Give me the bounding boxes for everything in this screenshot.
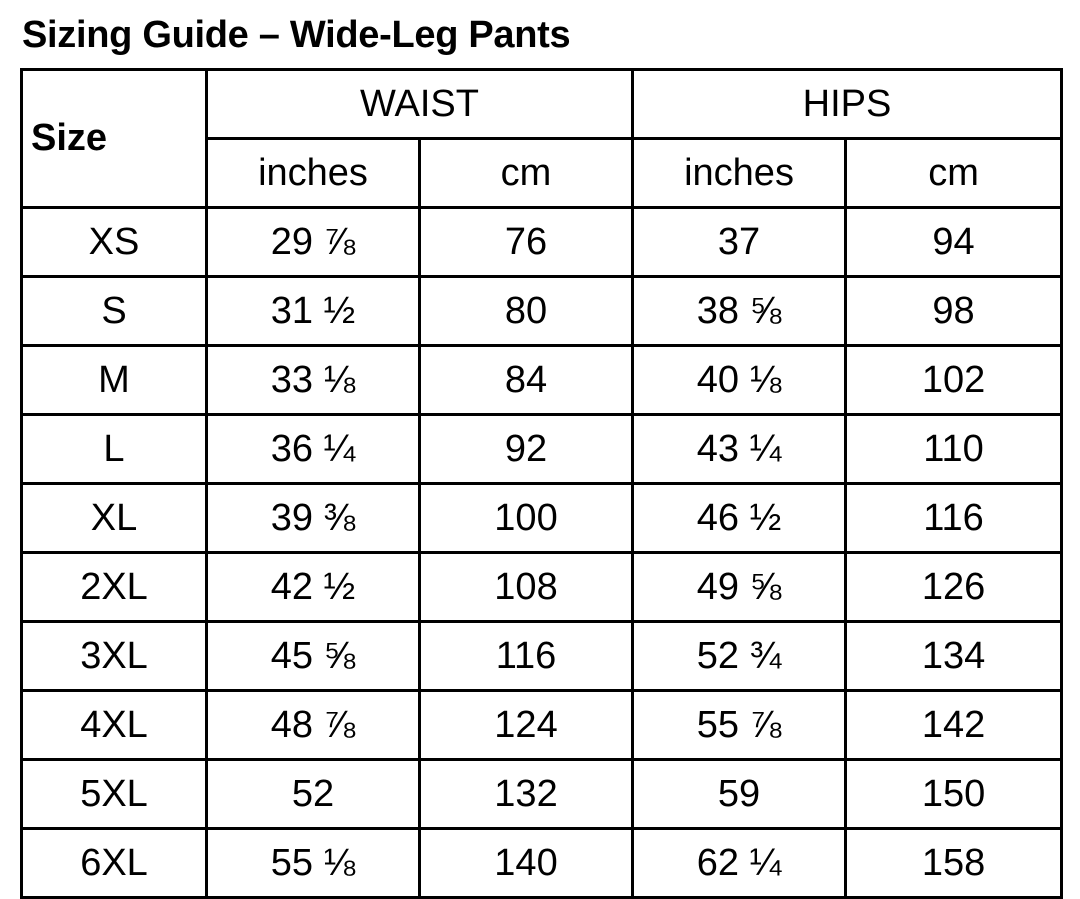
cell-waist-inches: 39 ⅜: [207, 483, 420, 552]
cell-waist-cm: 140: [420, 828, 633, 897]
column-header-size-label: Size: [31, 117, 108, 160]
cell-hips-cm: 126: [846, 552, 1062, 621]
table-row: [22, 759, 1062, 828]
cell-size: 6XL: [22, 828, 207, 897]
cell-hips-inches: 52 ¾: [633, 621, 846, 690]
table-body: [22, 207, 1062, 897]
cell-size: S: [22, 276, 207, 345]
cell-waist-cm: 80: [420, 276, 633, 345]
cell-hips-inches: 40 ⅛: [633, 345, 846, 414]
cell-size: XL: [22, 483, 207, 552]
cell-hips-inches: 37: [633, 207, 846, 276]
table-header: [22, 69, 1062, 207]
cell-waist-inches: 48 ⅞: [207, 690, 420, 759]
cell-hips-cm: 116: [846, 483, 1062, 552]
cell-hips-cm: 110: [846, 414, 1062, 483]
column-group-header-hips: HIPS: [633, 69, 1062, 138]
cell-hips-cm: 98: [846, 276, 1062, 345]
cell-waist-cm: 124: [420, 690, 633, 759]
cell-waist-inches: 31 ½: [207, 276, 420, 345]
cell-hips-inches: 49 ⅝: [633, 552, 846, 621]
cell-hips-inches: 46 ½: [633, 483, 846, 552]
table-group-header-row: [22, 69, 1062, 138]
table-row: [22, 345, 1062, 414]
cell-size: 2XL: [22, 552, 207, 621]
cell-waist-cm: 100: [420, 483, 633, 552]
cell-hips-inches: 43 ¼: [633, 414, 846, 483]
column-header-waist-inches: inches: [207, 138, 420, 207]
cell-waist-inches: 29 ⅞: [207, 207, 420, 276]
cell-waist-inches: 36 ¼: [207, 414, 420, 483]
cell-size: XS: [22, 207, 207, 276]
table-row: [22, 414, 1062, 483]
table-row: [22, 483, 1062, 552]
cell-waist-cm: 84: [420, 345, 633, 414]
cell-hips-inches: 59: [633, 759, 846, 828]
column-header-hips-cm: cm: [846, 138, 1062, 207]
table-row: [22, 276, 1062, 345]
cell-size: 4XL: [22, 690, 207, 759]
table-row: [22, 621, 1062, 690]
cell-hips-cm: 150: [846, 759, 1062, 828]
column-header-hips-inches: inches: [633, 138, 846, 207]
cell-hips-cm: 158: [846, 828, 1062, 897]
cell-waist-cm: 108: [420, 552, 633, 621]
cell-waist-cm: 92: [420, 414, 633, 483]
cell-size: 3XL: [22, 621, 207, 690]
table-row: [22, 690, 1062, 759]
table-row: [22, 207, 1062, 276]
cell-hips-cm: 94: [846, 207, 1062, 276]
cell-hips-cm: 142: [846, 690, 1062, 759]
cell-waist-cm: 116: [420, 621, 633, 690]
cell-hips-inches: 62 ¼: [633, 828, 846, 897]
cell-hips-inches: 38 ⅝: [633, 276, 846, 345]
cell-size: 5XL: [22, 759, 207, 828]
cell-size: L: [22, 414, 207, 483]
column-header-waist-cm: cm: [420, 138, 633, 207]
cell-waist-cm: 76: [420, 207, 633, 276]
sizing-table: [20, 68, 1063, 899]
cell-waist-cm: 132: [420, 759, 633, 828]
table-row: [22, 828, 1062, 897]
table-row: [22, 552, 1062, 621]
cell-waist-inches: 33 ⅛: [207, 345, 420, 414]
page-title: Sizing Guide – Wide-Leg Pants: [22, 14, 571, 56]
cell-size: M: [22, 345, 207, 414]
cell-hips-inches: 55 ⅞: [633, 690, 846, 759]
column-header-size: [22, 69, 207, 207]
cell-waist-inches: 42 ½: [207, 552, 420, 621]
cell-waist-inches: 45 ⅝: [207, 621, 420, 690]
column-group-header-waist: WAIST: [207, 69, 633, 138]
cell-waist-inches: 55 ⅛: [207, 828, 420, 897]
cell-hips-cm: 102: [846, 345, 1062, 414]
cell-hips-cm: 134: [846, 621, 1062, 690]
cell-waist-inches: 52: [207, 759, 420, 828]
